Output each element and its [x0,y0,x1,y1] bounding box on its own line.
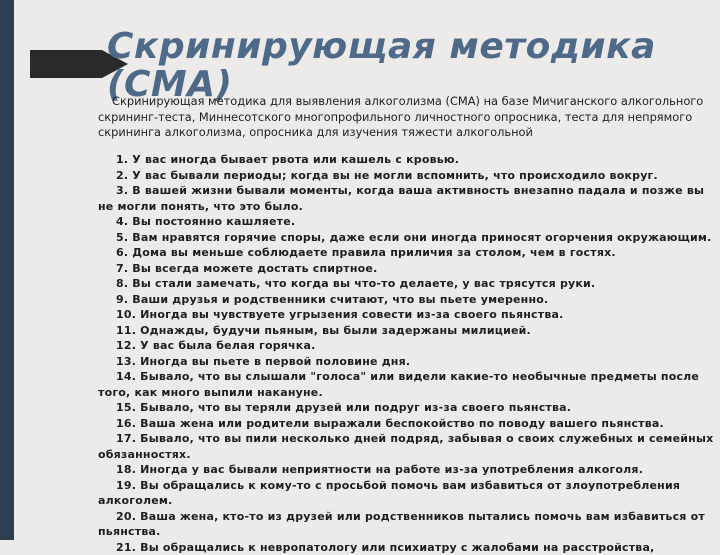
question-item: 15. Бывало, что вы теряли друзей или подруг из-за своего пьянства. [98,400,718,416]
question-item: 17. Бывало, что вы пили несколько дней подряд, забывая о своих служебных и семейных обязанностях. [98,431,718,462]
question-item: 4. Вы постоянно кашляете. [98,214,718,230]
question-list [98,152,718,555]
question-item: 11. Однажды, будучи пьяным, вы были задержаны милицией. [98,323,718,339]
question-item: 5. Вам нравятся горячие споры, даже если они иногда приносят огорчения окружающим. [98,230,718,246]
question-item: 18. Иногда у вас бывали неприятности на работе из-за употребления алкоголя. [98,462,718,478]
title-arrow-marker [30,50,102,78]
question-item: 9. Ваши друзья и родственники считают, что вы пьете умеренно. [98,292,718,308]
question-item: 2. У вас бывали периоды; когда вы не могли вспомнить, что происходило вокруг. [98,168,718,184]
left-accent-bar [0,0,14,540]
question-item: 7. Вы всегда можете достать спиртное. [98,261,718,277]
question-item: 21. Вы обращались к невропатологу или психиатру с жалобами на расстройства, [98,540,718,555]
question-item: 12. У вас была белая горячка. [98,338,718,354]
question-item: 20. Ваша жена, кто-то из друзей или родственников пытались помочь вам избавиться от пьянства. [98,509,718,540]
question-item: 6. Дома вы меньше соблюдаете правила приличия за столом, чем в гостях. [98,245,718,261]
question-item: 14. Бывало, что вы слышали "голоса" или видели какие-то необычные предметы после того, как много выпили накануне. [98,369,718,400]
intro-paragraph: Скринирующая методика для выявления алкоголизма (СМА) на базе Мичиганского алкогольного скрининг-теста, Миннесотского многопрофильного личностного опросника, теста для непрямого скрининга алкоголизма, опросника для изучения тяжести алкогольной [98,94,712,141]
question-item: 13. Иногда вы пьете в первой половине дня. [98,354,718,370]
question-item: 16. Ваша жена или родители выражали беспокойство по поводу вашего пьянства. [98,416,718,432]
question-item: 1. У вас иногда бывает рвота или кашель с кровью. [98,152,718,168]
question-item: 3. В вашей жизни бывали моменты, когда ваша активность внезапно падала и позже вы не могли понять, что это было. [98,183,718,214]
slide-title: Скринирующая методика (СМА) [107,28,707,104]
question-item: 10. Иногда вы чувствуете угрызения совести из-за своего пьянства. [98,307,718,323]
question-item: 19. Вы обращались к кому-то с просьбой помочь вам избавиться от злоупотребления алкоголем. [98,478,718,509]
question-item: 8. Вы стали замечать, что когда вы что-то делаете, у вас трясутся руки. [98,276,718,292]
